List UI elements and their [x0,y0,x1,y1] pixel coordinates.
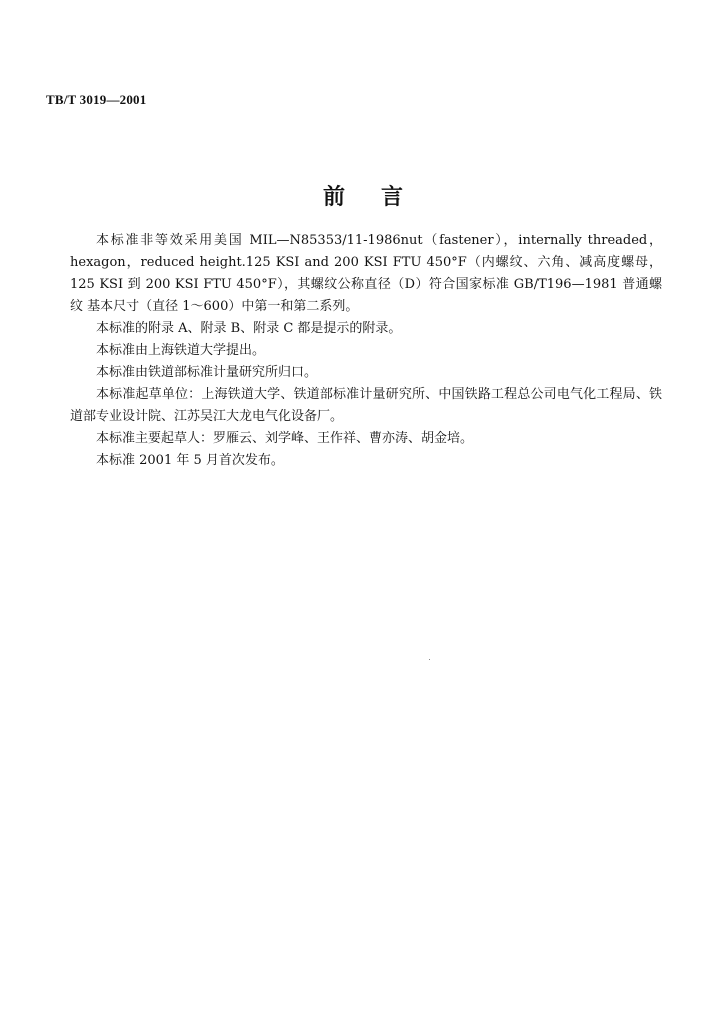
paragraph-proposer: 本标准由上海铁道大学提出。 [96,343,266,358]
foreword-body [70,230,662,472]
paragraph-centralized-by: 本标准由铁道部标准计量研究所归口。 [96,365,318,380]
standard-code: TB/T 3019—2001 [46,92,147,107]
paragraph-drafting-units: 本标准起草单位：上海铁道大学、铁道部标准计量研究所、中国铁路工程总公司电气化工程局、铁道部专业设计院、江苏吴江大龙电气化设备厂。 [70,387,662,424]
page-title: 前言 [322,185,439,210]
paragraph-adoption: 本标准非等效采用美国 MIL—N85353/11-1986nut（fastener），internally threaded，hexagon，reduced height.125 KSI and 200 KSI FTU 450°F（内螺纹、六角、减高度螺母，125 KSI 到 200 KSI FTU 450°F），其螺纹公称直径（D）符合国家标准 GB/T196—1981 普通螺纹 基本尺寸（直径 1～600）中第一和第二系列。 [70,233,662,314]
paragraph-appendices: 本标准的附录 A、附录 B、附录 C 都是提示的附录。 [96,321,402,336]
paragraph-release: 本标准 2001 年 5 月首次发布。 [96,453,284,468]
paragraph-drafters: 本标准主要起草人：罗雁云、刘学峰、王作祥、曹亦涛、胡金培。 [96,431,474,446]
scan-speck [429,659,430,660]
